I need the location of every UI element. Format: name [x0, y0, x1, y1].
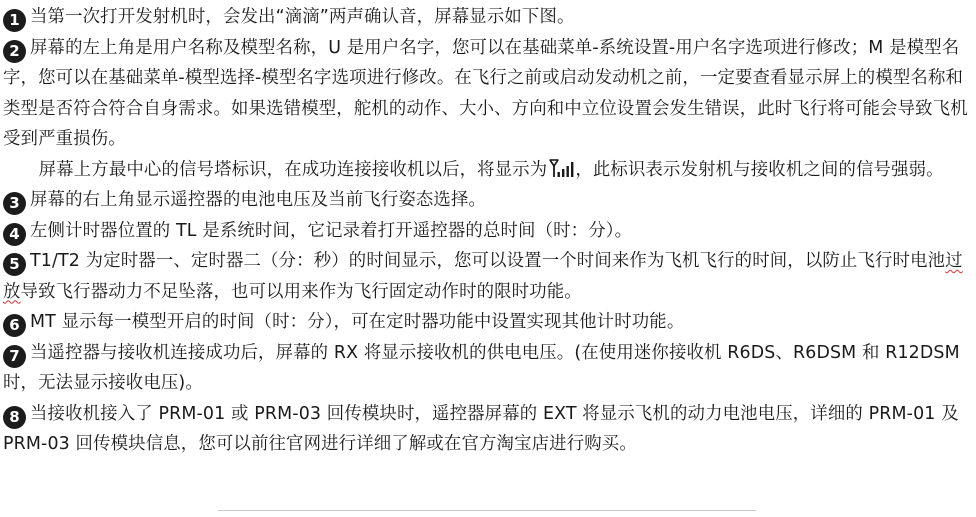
paragraph-text: 当接收机接入了 PRM-01 或 PRM-03 回传模块时，遥控器屏幕的 EXT 将显示飞机的动力电池电压，详细的 PRM-01 及 PRM-03 回传模块信息，您可以前往官网进行详细了解或在官方淘宝店进行购买。	[3, 403, 959, 454]
instruction-document	[3, 2, 971, 460]
step-number-badge: 4	[3, 223, 26, 246]
paragraph-text: 屏幕的右上角显示遥控器的电池电压及当前飞行姿态选择。	[30, 190, 487, 210]
paragraph-text: MT 显示每一模型开启的时间（时：分），可在定时器功能中设置实现其他计时功能。	[30, 312, 685, 332]
bottom-divider	[218, 510, 756, 511]
paragraph-text: 屏幕上方最中心的信号塔标识，在成功连接接收机以后，将显示为	[38, 159, 548, 180]
paragraph-text: ，此标识表示发射机与接收机之间的信号强弱。	[575, 159, 944, 180]
paragraph-text: 导致飞行器动力不足坠落，也可以用来作为飞行固定动作时的限时功能。	[20, 281, 582, 302]
paragraph-text: T1/T2 为定时器一、定时器二（分：秒）的时间显示，您可以设置一个时间来作为飞机飞行的时间，以防止飞行时电池	[30, 251, 946, 271]
paragraph-text: 左侧计时器位置的 TL 是系统时间，它记录着打开遥控器的总时间（时：分）。	[30, 220, 633, 241]
step-number-badge: 7	[3, 345, 26, 368]
step-number-badge: 3	[3, 192, 26, 215]
step-number-badge: 2	[3, 40, 26, 63]
spellcheck-marked-text: 过放	[3, 251, 963, 302]
signal-strength-icon	[548, 158, 574, 178]
paragraph-6	[3, 307, 971, 338]
paragraph-5	[3, 246, 971, 307]
paragraph-4	[3, 216, 971, 247]
step-number-badge: 6	[3, 314, 26, 337]
paragraph-text: 当遥控器与接收机连接成功后，屏幕的 RX 将显示接收机的供电电压。(在使用迷你接收机 R6DS、R6DSM 和 R12DSM 时，无法显示接收电压)。	[3, 342, 960, 393]
step-number-badge: 8	[3, 406, 26, 429]
paragraph-7	[3, 338, 971, 399]
paragraph-8	[3, 399, 971, 460]
step-number-badge: 5	[3, 253, 26, 276]
paragraph-1	[3, 2, 971, 33]
step-number-badge: 1	[3, 9, 26, 32]
paragraph-2	[3, 33, 971, 155]
paragraph-3	[3, 185, 971, 216]
paragraph-signal	[3, 155, 971, 186]
paragraph-text: 当第一次打开发射机时，会发出“滴滴”两声确认音，屏幕显示如下图。	[30, 7, 575, 27]
paragraph-text: 屏幕的左上角是用户名称及模型名称，U 是用户名字，您可以在基础菜单-系统设置-用户名字选项进行修改；M 是模型名字，您可以在基础菜单-模型选择-模型名字选项进行修改。在飞行之前或启动发动机之前，一定要查看显示屏上的模型名称和类型是否符合符合自身需求。如果选错模型，舵机的动作、大小、方向和中立位设置会发生错误，此时飞行将可能会导致飞机受到严重损伤。	[3, 37, 968, 149]
